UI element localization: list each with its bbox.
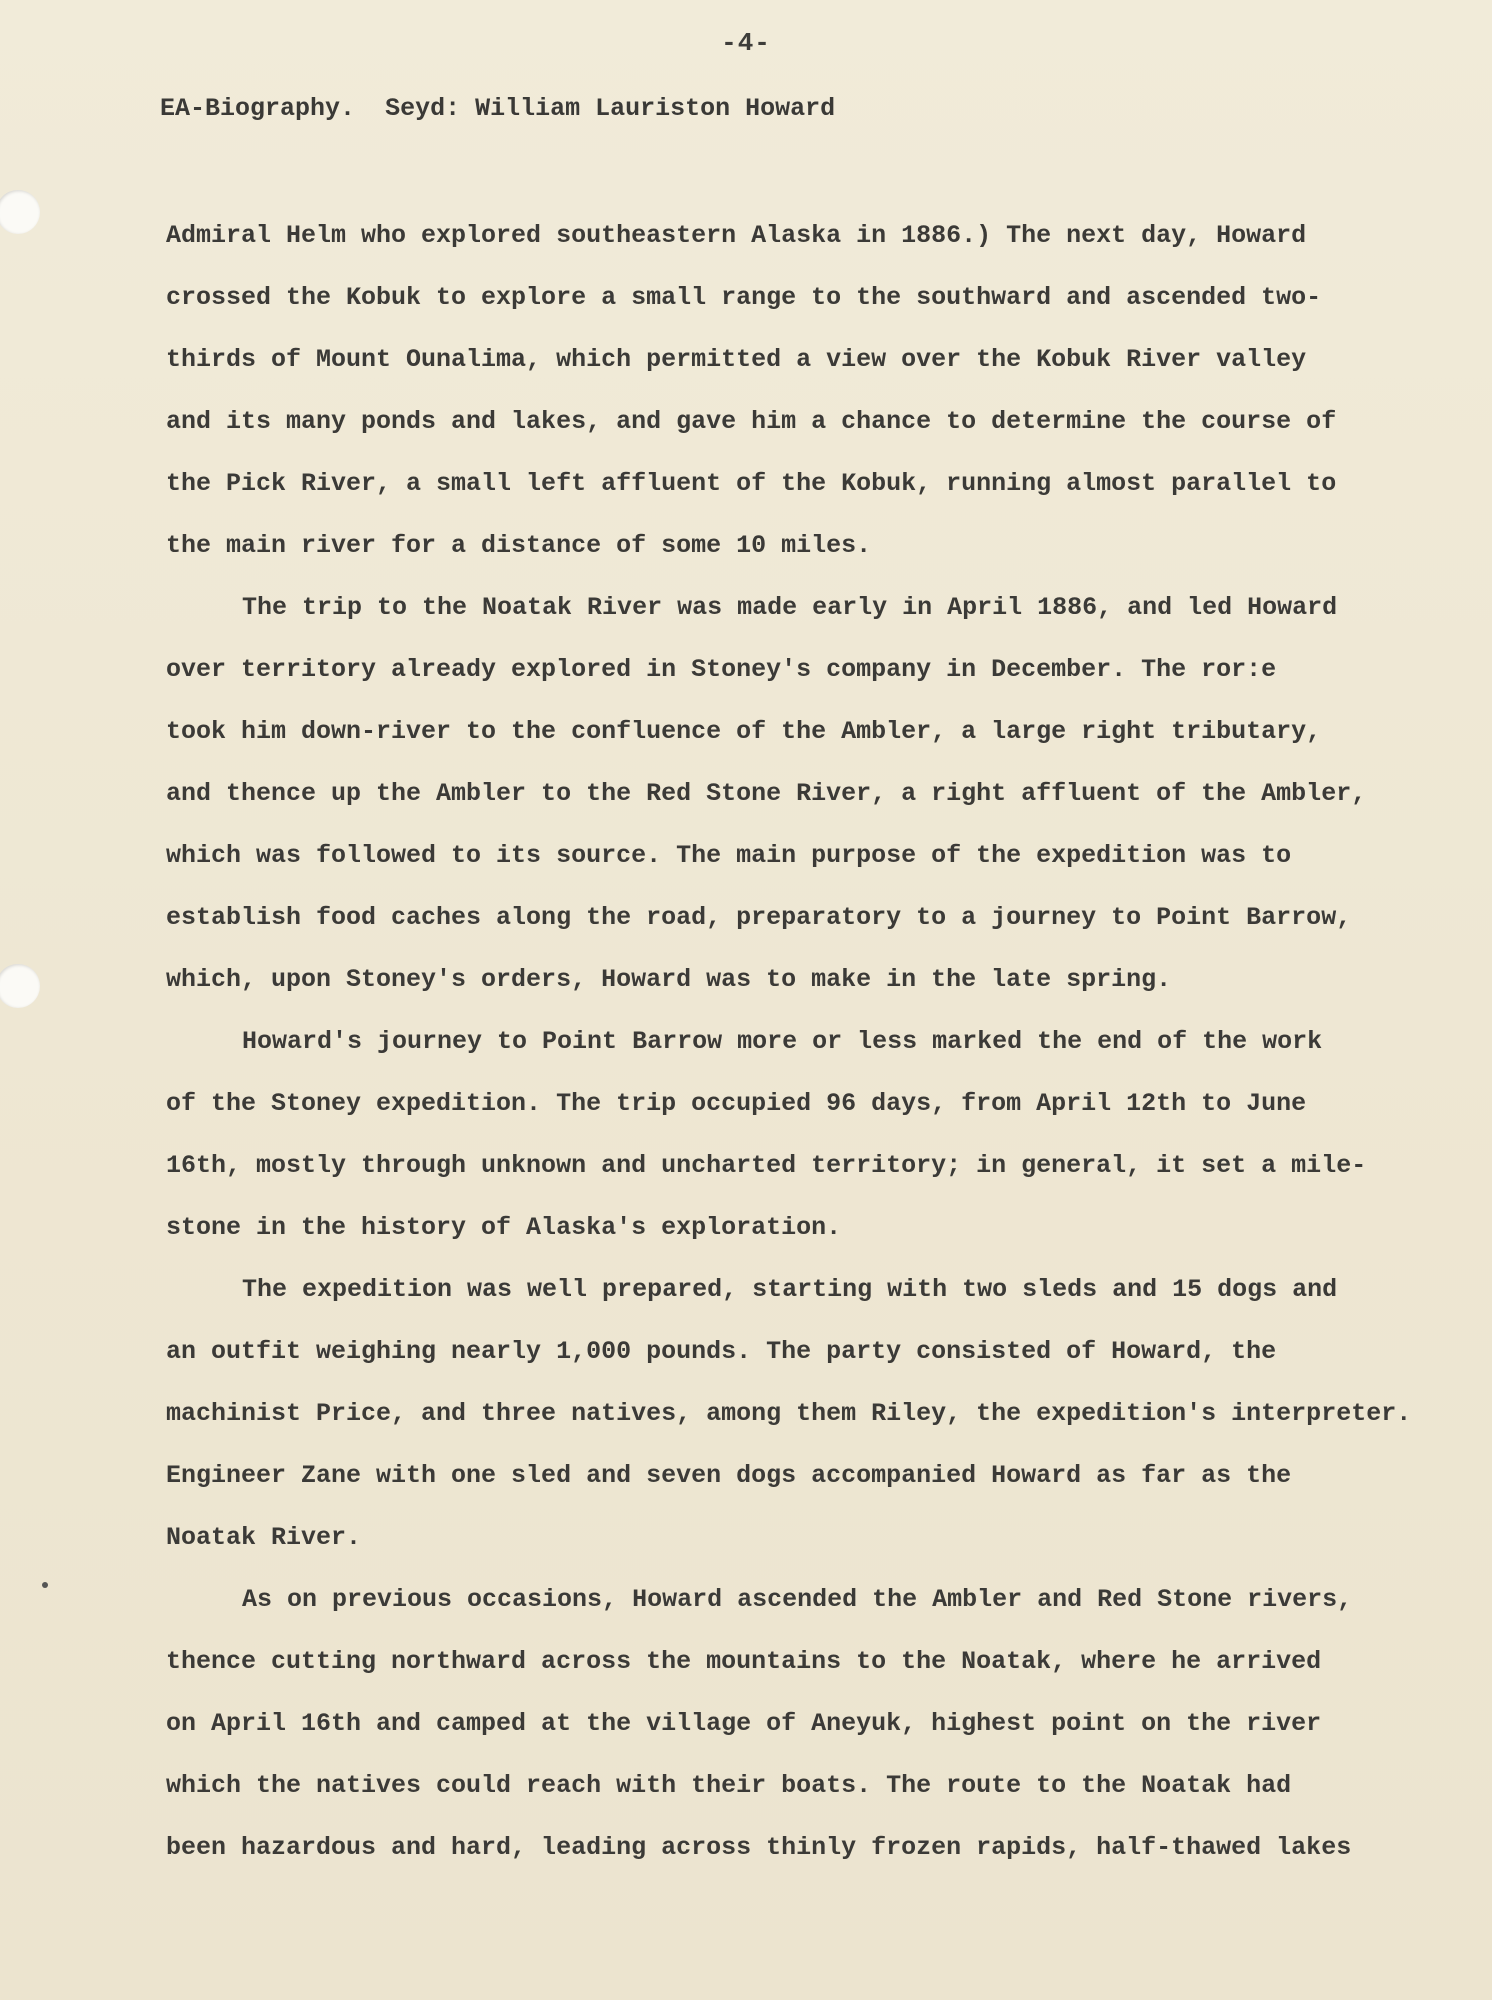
document-header [160, 94, 1360, 123]
text-line: Howard's journey to Point Barrow more or less marked the end of the work [242, 1027, 1323, 1056]
text-line: stone in the history of Alaska's exploration. [166, 1213, 842, 1242]
text-line: the Pick River, a small left affluent of the Kobuk, running almost parallel to [166, 469, 1337, 498]
text-line: The expedition was well prepared, starting with two sleds and 15 dogs and [242, 1275, 1338, 1304]
text-line: machinist Price, and three natives, among them Riley, the expedition's interpreter. [166, 1399, 1412, 1428]
text-line: thirds of Mount Ounalima, which permitted a view over the Kobuk River valley [166, 345, 1307, 374]
text-line: of the Stoney expedition. The trip occupied 96 days, from April 12th to June [166, 1089, 1307, 1118]
text-line: and its many ponds and lakes, and gave him a chance to determine the course of [166, 407, 1337, 436]
text-line: crossed the Kobuk to explore a small range to the southward and ascended two- [166, 283, 1322, 312]
text-line: Engineer Zane with one sled and seven dogs accompanied Howard as far as the [166, 1461, 1292, 1490]
text-line: took him down-river to the confluence of the Ambler, a large right tributary, [166, 717, 1322, 746]
text-line: which, upon Stoney's orders, Howard was to make in the late spring. [166, 965, 1172, 994]
text-line: been hazardous and hard, leading across thinly frozen rapids, half-thawed lakes [166, 1833, 1352, 1862]
text-line: Noatak River. [166, 1523, 362, 1552]
page-number: -4- [721, 28, 771, 58]
text-line: The trip to the Noatak River was made early in April 1886, and led Howard [242, 593, 1338, 622]
text-line: 16th, mostly through unknown and uncharted territory; in general, it set a mile- [166, 1151, 1367, 1180]
text-line: an outfit weighing nearly 1,000 pounds. The party consisted of Howard, the [166, 1337, 1277, 1366]
punch-hole [0, 964, 40, 1008]
header-author-title: Seyd: William Lauriston Howard [385, 94, 836, 123]
text-line: and thence up the Ambler to the Red Stone River, a right affluent of the Ambler, [166, 779, 1367, 808]
text-line: which the natives could reach with their boats. The route to the Noatak had [166, 1771, 1292, 1800]
header-label: EA-Biography. [160, 94, 356, 123]
text-line: the main river for a distance of some 10 miles. [166, 531, 872, 560]
text-line: on April 16th and camped at the village of Aneyuk, highest point on the river [166, 1709, 1322, 1738]
text-line: establish food caches along the road, preparatory to a journey to Point Barrow, [166, 903, 1352, 932]
punch-hole [0, 190, 40, 234]
text-line: which was followed to its source. The main purpose of the expedition was to [166, 841, 1292, 870]
text-line: Admiral Helm who explored southeastern Alaska in 1886.) The next day, Howard [166, 221, 1307, 250]
text-line: As on previous occasions, Howard ascended the Ambler and Red Stone rivers, [242, 1585, 1353, 1614]
ink-dot [42, 1582, 48, 1588]
text-line: over territory already explored in Stoney's company in December. The ror:e [166, 655, 1277, 684]
body-text [166, 205, 1426, 1879]
text-line: thence cutting northward across the mountains to the Noatak, where he arrived [166, 1647, 1322, 1676]
